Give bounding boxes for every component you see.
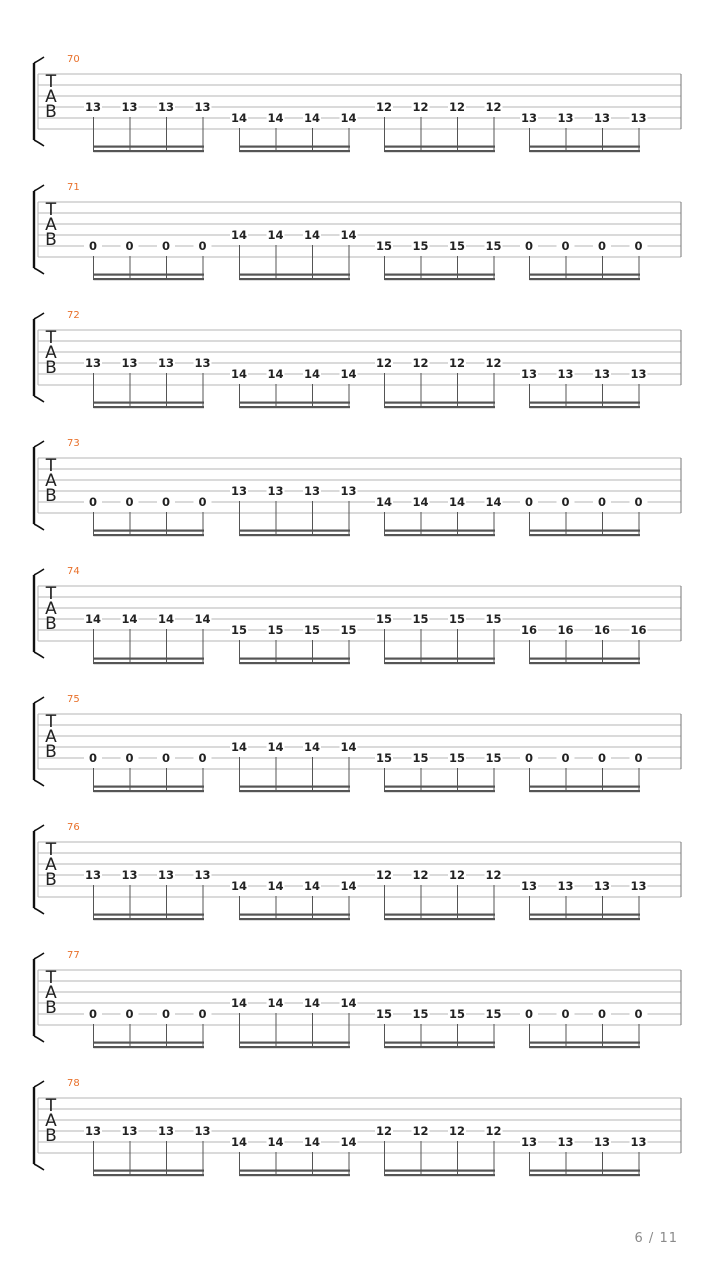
tab-clef-letter: A	[45, 983, 57, 1003]
beam-primary	[94, 278, 205, 280]
fret-number: 14	[230, 879, 248, 893]
fret-number: 13	[557, 111, 574, 125]
fret-number: 13	[557, 367, 574, 381]
fret-number: 14	[267, 1135, 284, 1149]
tab-clef-letter: T	[45, 72, 57, 92]
fret-number: 13	[520, 367, 538, 381]
fret-number: 12	[485, 356, 502, 370]
beam-secondary	[385, 658, 496, 660]
fret-number: 15	[340, 623, 357, 637]
fret-number: 12	[485, 1124, 502, 1138]
beam-secondary	[530, 530, 641, 532]
fret-number: 13	[303, 484, 321, 498]
fret-number: 13	[194, 100, 211, 114]
fret-number: 15	[448, 239, 466, 253]
fret-number: 0	[88, 239, 98, 253]
fret-number: 14	[303, 996, 321, 1010]
beam-primary	[530, 150, 641, 152]
bracket-top-hook	[34, 313, 44, 319]
tab-system	[34, 566, 681, 664]
bracket-top-hook	[34, 441, 44, 447]
tab-clef-letter: B	[45, 358, 57, 378]
tab-system	[34, 182, 681, 280]
beam-secondary	[240, 146, 351, 148]
beam-secondary	[530, 1042, 641, 1044]
tab-clef-letter: A	[45, 599, 57, 619]
beam-secondary	[240, 530, 351, 532]
tab-clef-letter: A	[45, 855, 57, 875]
fret-number: 14	[340, 111, 357, 125]
fret-number: 0	[161, 495, 171, 509]
fret-number: 12	[448, 868, 466, 882]
fret-number: 0	[597, 751, 607, 765]
fret-number: 15	[485, 1007, 502, 1021]
fret-number: 0	[125, 751, 134, 765]
bracket-bottom-hook	[34, 1164, 44, 1170]
measure-number: 74	[67, 566, 80, 577]
beam-secondary	[240, 786, 351, 788]
beam-secondary	[385, 530, 496, 532]
fret-number: 0	[161, 751, 171, 765]
fret-number: 13	[557, 1135, 574, 1149]
fret-number: 12	[375, 100, 393, 114]
beam-secondary	[530, 914, 641, 916]
beam-primary	[94, 150, 205, 152]
fret-number: 12	[375, 356, 393, 370]
tab-clef-letter: T	[45, 200, 57, 220]
fret-number: 12	[485, 100, 502, 114]
fret-number: 14	[375, 495, 393, 509]
fret-number: 15	[412, 612, 429, 626]
fret-number: 0	[524, 495, 534, 509]
bracket-top-hook	[34, 1081, 44, 1087]
fret-number: 13	[84, 868, 102, 882]
fret-number: 14	[340, 1135, 357, 1149]
fret-number: 0	[561, 495, 570, 509]
beam-primary	[530, 406, 641, 408]
measure-number: 72	[67, 310, 80, 321]
tab-system	[34, 694, 681, 792]
fret-number: 0	[597, 239, 607, 253]
fret-number: 12	[412, 100, 429, 114]
measure-number: 73	[67, 438, 80, 449]
beam-secondary	[385, 786, 496, 788]
fret-number: 15	[485, 751, 502, 765]
fret-number: 14	[230, 1135, 248, 1149]
tab-clef-letter: T	[45, 328, 57, 348]
beam-primary	[530, 1174, 641, 1176]
fret-number: 15	[303, 623, 321, 637]
beam-primary	[240, 534, 351, 536]
fret-number: 16	[557, 623, 574, 637]
fret-number: 13	[84, 1124, 102, 1138]
tab-clef-letter: B	[45, 998, 57, 1018]
tab-clef-letter: A	[45, 215, 57, 235]
beam-primary	[385, 790, 496, 792]
fret-number: 0	[634, 239, 643, 253]
fret-number: 13	[557, 879, 574, 893]
fret-number: 0	[88, 751, 98, 765]
fret-number: 13	[121, 100, 138, 114]
fret-number: 13	[593, 879, 611, 893]
fret-number: 12	[412, 868, 429, 882]
fret-number: 14	[340, 228, 357, 242]
fret-number: 16	[630, 623, 647, 637]
fret-number: 13	[194, 1124, 211, 1138]
tab-clef-letter: A	[45, 87, 57, 107]
fret-number: 15	[412, 239, 429, 253]
fret-number: 0	[597, 495, 607, 509]
fret-number: 14	[303, 228, 321, 242]
fret-number: 14	[194, 612, 211, 626]
beam-primary	[240, 406, 351, 408]
fret-number: 14	[230, 367, 248, 381]
fret-number: 15	[412, 1007, 429, 1021]
tab-clef-letter: A	[45, 471, 57, 491]
beam-primary	[240, 278, 351, 280]
bracket-top-hook	[34, 825, 44, 831]
fret-number: 13	[157, 868, 175, 882]
fret-number: 14	[340, 996, 357, 1010]
tab-clef-letter: B	[45, 870, 57, 890]
tab-system	[34, 438, 681, 536]
fret-number: 0	[634, 495, 643, 509]
fret-number: 0	[561, 751, 570, 765]
beam-secondary	[240, 274, 351, 276]
tab-system	[34, 822, 681, 920]
fret-number: 14	[267, 879, 284, 893]
beam-primary	[385, 278, 496, 280]
fret-number: 14	[121, 612, 138, 626]
fret-number: 15	[485, 239, 502, 253]
fret-number: 15	[375, 1007, 393, 1021]
fret-number: 15	[375, 612, 393, 626]
fret-number: 13	[84, 100, 102, 114]
fret-number: 12	[448, 100, 466, 114]
fret-number: 15	[375, 239, 393, 253]
fret-number: 14	[448, 495, 466, 509]
tab-clef-letter: B	[45, 742, 57, 762]
fret-number: 16	[520, 623, 538, 637]
beam-primary	[385, 1046, 496, 1048]
beam-primary	[385, 534, 496, 536]
fret-number: 13	[630, 367, 647, 381]
fret-number: 13	[630, 1135, 647, 1149]
beam-secondary	[385, 1170, 496, 1172]
fret-number: 0	[125, 495, 134, 509]
beam-secondary	[240, 658, 351, 660]
bracket-bottom-hook	[34, 652, 44, 658]
fret-number: 14	[340, 367, 357, 381]
tab-clef-letter: B	[45, 230, 57, 250]
beam-primary	[385, 918, 496, 920]
measure-number: 76	[67, 822, 80, 833]
tab-clef-letter: A	[45, 343, 57, 363]
fret-number: 14	[230, 111, 248, 125]
fret-number: 13	[520, 111, 538, 125]
beam-primary	[240, 150, 351, 152]
tab-clef-letter: T	[45, 840, 57, 860]
measure-number: 70	[67, 54, 80, 65]
tab-clef-letter: T	[45, 584, 57, 604]
tab-clef-letter: T	[45, 456, 57, 476]
fret-number: 13	[194, 868, 211, 882]
beam-primary	[530, 662, 641, 664]
beam-primary	[94, 662, 205, 664]
bracket-bottom-hook	[34, 140, 44, 146]
fret-number: 13	[520, 1135, 538, 1149]
beam-primary	[240, 1046, 351, 1048]
fret-number: 13	[157, 1124, 175, 1138]
bracket-bottom-hook	[34, 524, 44, 530]
fret-number: 14	[303, 879, 321, 893]
fret-number: 14	[230, 228, 248, 242]
measure-number: 75	[67, 694, 80, 705]
fret-number: 14	[412, 495, 429, 509]
fret-number: 12	[485, 868, 502, 882]
beam-secondary	[385, 914, 496, 916]
beam-primary	[94, 918, 205, 920]
bracket-bottom-hook	[34, 1036, 44, 1042]
beam-secondary	[94, 530, 205, 532]
beam-secondary	[530, 274, 641, 276]
fret-number: 12	[412, 1124, 429, 1138]
fret-number: 13	[630, 111, 647, 125]
measure-number: 77	[67, 950, 80, 961]
fret-number: 0	[524, 239, 534, 253]
fret-number: 13	[121, 1124, 138, 1138]
fret-number: 13	[340, 484, 357, 498]
fret-number: 15	[230, 623, 248, 637]
fret-number: 13	[194, 356, 211, 370]
beam-primary	[94, 1174, 205, 1176]
bracket-top-hook	[34, 953, 44, 959]
fret-number: 14	[157, 612, 175, 626]
fret-number: 15	[485, 612, 502, 626]
fret-number: 15	[448, 751, 466, 765]
fret-number: 0	[634, 751, 643, 765]
fret-number: 13	[157, 100, 175, 114]
beam-secondary	[94, 146, 205, 148]
fret-number: 13	[84, 356, 102, 370]
tab-system	[34, 54, 681, 152]
fret-number: 14	[84, 612, 102, 626]
fret-number: 14	[230, 996, 248, 1010]
bracket-bottom-hook	[34, 780, 44, 786]
beam-primary	[530, 790, 641, 792]
fret-number: 13	[157, 356, 175, 370]
beam-primary	[385, 406, 496, 408]
fret-number: 0	[125, 1007, 134, 1021]
beam-primary	[385, 662, 496, 664]
fret-number: 15	[412, 751, 429, 765]
fret-number: 0	[198, 239, 207, 253]
measure-number: 78	[67, 1078, 80, 1089]
beam-secondary	[94, 1170, 205, 1172]
fret-number: 0	[198, 751, 207, 765]
fret-number: 0	[88, 495, 98, 509]
beam-secondary	[94, 914, 205, 916]
fret-number: 12	[375, 868, 393, 882]
tab-clef-letter: B	[45, 614, 57, 634]
fret-number: 0	[161, 239, 171, 253]
fret-number: 14	[267, 740, 284, 754]
fret-number: 0	[125, 239, 134, 253]
tab-clef-letter: A	[45, 727, 57, 747]
bracket-top-hook	[34, 57, 44, 63]
fret-number: 0	[634, 1007, 643, 1021]
page-number: 6 / 11	[634, 1231, 678, 1246]
fret-number: 0	[597, 1007, 607, 1021]
fret-number: 0	[161, 1007, 171, 1021]
tab-system	[34, 1078, 681, 1176]
tab-clef-letter: T	[45, 968, 57, 988]
fret-number: 14	[267, 367, 284, 381]
fret-number: 14	[485, 495, 502, 509]
beam-secondary	[530, 146, 641, 148]
tab-clef-letter: T	[45, 712, 57, 732]
fret-number: 13	[121, 356, 138, 370]
fret-number: 13	[121, 868, 138, 882]
beam-primary	[240, 790, 351, 792]
beam-primary	[240, 1174, 351, 1176]
fret-number: 0	[198, 1007, 207, 1021]
bracket-top-hook	[34, 569, 44, 575]
beam-secondary	[530, 658, 641, 660]
fret-number: 0	[524, 1007, 534, 1021]
fret-number: 13	[593, 367, 611, 381]
fret-number: 14	[267, 228, 284, 242]
beam-primary	[530, 278, 641, 280]
bracket-top-hook	[34, 185, 44, 191]
fret-number: 12	[448, 356, 466, 370]
fret-number: 16	[593, 623, 611, 637]
beam-primary	[385, 1174, 496, 1176]
bracket-top-hook	[34, 697, 44, 703]
fret-number: 0	[561, 1007, 570, 1021]
beam-primary	[385, 150, 496, 152]
fret-number: 12	[448, 1124, 466, 1138]
tab-system	[34, 950, 681, 1048]
bracket-bottom-hook	[34, 908, 44, 914]
beam-primary	[94, 790, 205, 792]
beam-secondary	[530, 786, 641, 788]
fret-number: 12	[375, 1124, 393, 1138]
beam-primary	[94, 534, 205, 536]
fret-number: 14	[340, 879, 357, 893]
beam-secondary	[94, 786, 205, 788]
tab-clef-letter: B	[45, 1126, 57, 1146]
beam-primary	[530, 918, 641, 920]
fret-number: 13	[230, 484, 248, 498]
bracket-bottom-hook	[34, 396, 44, 402]
fret-number: 0	[561, 239, 570, 253]
beam-secondary	[94, 1042, 205, 1044]
beam-secondary	[240, 1170, 351, 1172]
fret-number: 14	[340, 740, 357, 754]
fret-number: 0	[524, 751, 534, 765]
tab-system	[34, 310, 681, 408]
fret-number: 13	[267, 484, 284, 498]
beam-secondary	[385, 1042, 496, 1044]
fret-number: 12	[412, 356, 429, 370]
fret-number: 13	[593, 1135, 611, 1149]
fret-number: 0	[88, 1007, 98, 1021]
beam-primary	[240, 918, 351, 920]
beam-secondary	[530, 402, 641, 404]
tab-clef-letter: A	[45, 1111, 57, 1131]
beam-secondary	[240, 914, 351, 916]
fret-number: 15	[448, 612, 466, 626]
beam-secondary	[94, 402, 205, 404]
fret-number: 14	[303, 740, 321, 754]
beam-primary	[94, 1046, 205, 1048]
beam-secondary	[240, 1042, 351, 1044]
fret-number: 14	[303, 1135, 321, 1149]
beam-secondary	[385, 146, 496, 148]
fret-number: 15	[267, 623, 284, 637]
beam-secondary	[530, 1170, 641, 1172]
fret-number: 14	[230, 740, 248, 754]
beam-secondary	[94, 274, 205, 276]
fret-number: 15	[448, 1007, 466, 1021]
beam-primary	[530, 534, 641, 536]
fret-number: 15	[375, 751, 393, 765]
beam-secondary	[94, 658, 205, 660]
fret-number: 13	[520, 879, 538, 893]
beam-secondary	[240, 402, 351, 404]
fret-number: 14	[267, 111, 284, 125]
fret-number: 0	[198, 495, 207, 509]
beam-primary	[94, 406, 205, 408]
tab-clef-letter: T	[45, 1096, 57, 1116]
beam-secondary	[385, 274, 496, 276]
tab-clef-letter: B	[45, 102, 57, 122]
beam-primary	[240, 662, 351, 664]
fret-number: 14	[303, 111, 321, 125]
beam-secondary	[385, 402, 496, 404]
beam-primary	[530, 1046, 641, 1048]
fret-number: 14	[303, 367, 321, 381]
tab-clef-letter: B	[45, 486, 57, 506]
bracket-bottom-hook	[34, 268, 44, 274]
measure-number: 71	[67, 182, 80, 193]
fret-number: 14	[267, 996, 284, 1010]
fret-number: 13	[593, 111, 611, 125]
fret-number: 13	[630, 879, 647, 893]
